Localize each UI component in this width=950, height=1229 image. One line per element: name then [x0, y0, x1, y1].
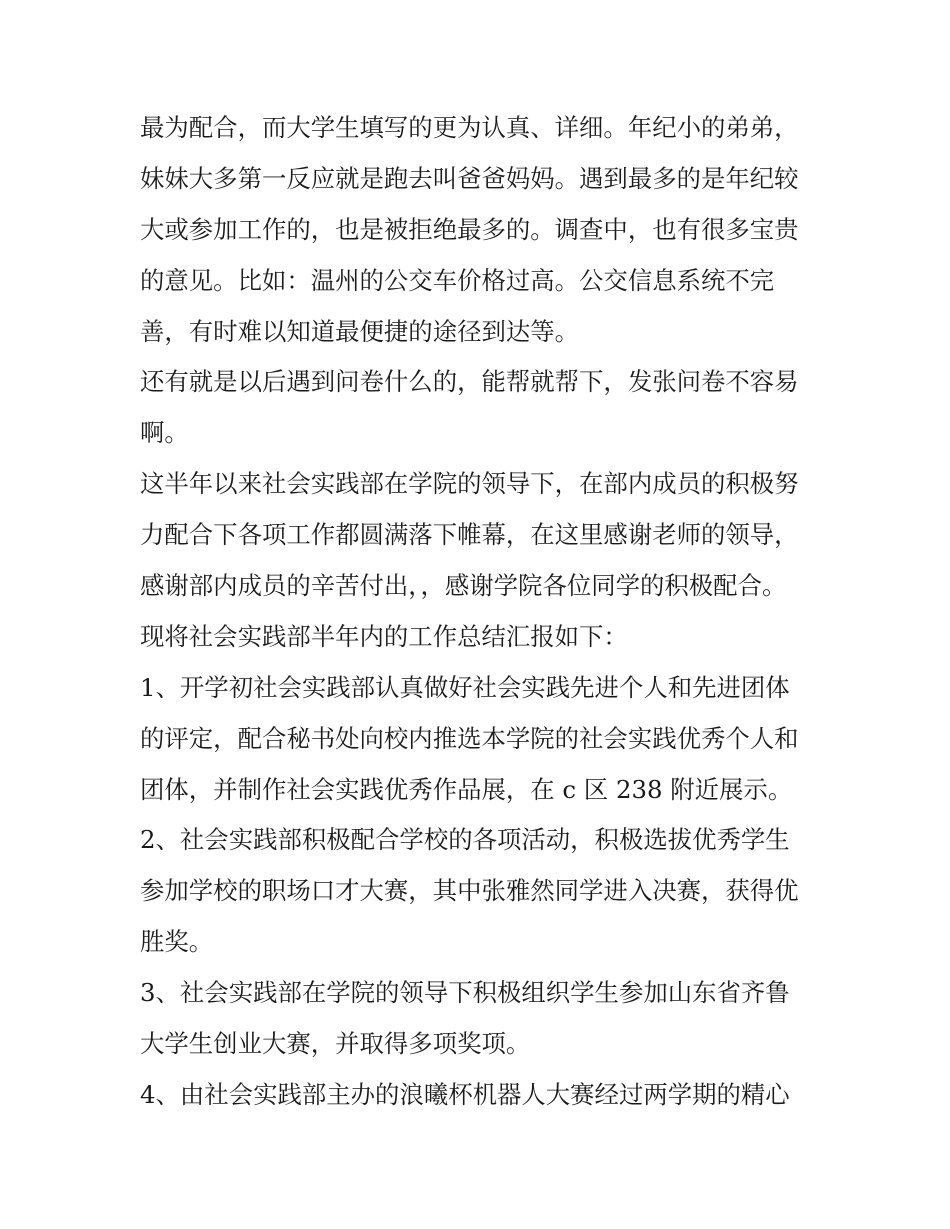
text-line: 妹妹大多第一反应就是跑去叫爸爸妈妈。遇到最多的是年纪较: [140, 163, 799, 193]
text-line: 感谢部内成员的辛苦付出，，感谢学院各位同学的积极配合。: [140, 571, 787, 601]
text-line: 这半年以来社会实践部在学院的领导下，在部内成员的积极努: [140, 469, 799, 499]
text-line: 的评定，配合秘书处向校内推选本学院的社会实践优秀个人和: [140, 723, 799, 753]
text-line: 现将社会实践部半年内的工作总结汇报如下：: [140, 621, 628, 651]
list-item-3: 3、社会实践部在学院的领导下积极组织学生参加山东省齐鲁: [140, 978, 790, 1008]
text-line: 大或参加工作的，也是被拒绝最多的。调查中，也有很多宝贵: [140, 214, 799, 244]
text-line: 力配合下各项工作都圆满落下帷幕，在这里感谢老师的领导，: [140, 520, 799, 550]
text-line: 啊。: [140, 418, 189, 448]
text-line: 善，有时难以知道最便捷的途径到达等。: [140, 316, 580, 346]
text-line: 最为配合，而大学生填写的更为认真、详细。年纪小的弟弟，: [140, 113, 799, 142]
text-line: 团体，并制作社会实践优秀作品展，在 c 区 238 附近展示。: [140, 774, 793, 804]
text-line: 还有就是以后遇到问卷什么的，能帮就帮下，发张问卷不容易: [140, 367, 799, 397]
document-page: [140, 103, 840, 1121]
text-line: 大学生创业大赛，并取得多项奖项。: [140, 1029, 531, 1059]
list-item-4: 4、由社会实践部主办的浪曦杯机器人大赛经过两学期的精心: [140, 1079, 790, 1109]
text-line: 胜奖。: [140, 927, 214, 957]
list-item-2: 2、社会实践部积极配合学校的各项活动，积极选拔优秀学生: [140, 825, 790, 855]
list-item-1: 1、开学初社会实践部认真做好社会实践先进个人和先进团体: [140, 672, 790, 702]
text-line: 参加学校的职场口才大赛，其中张雅然同学进入决赛，获得优: [140, 876, 799, 906]
text-line: 的意见。比如：温州的公交车价格过高。公交信息系统不完: [140, 265, 775, 295]
